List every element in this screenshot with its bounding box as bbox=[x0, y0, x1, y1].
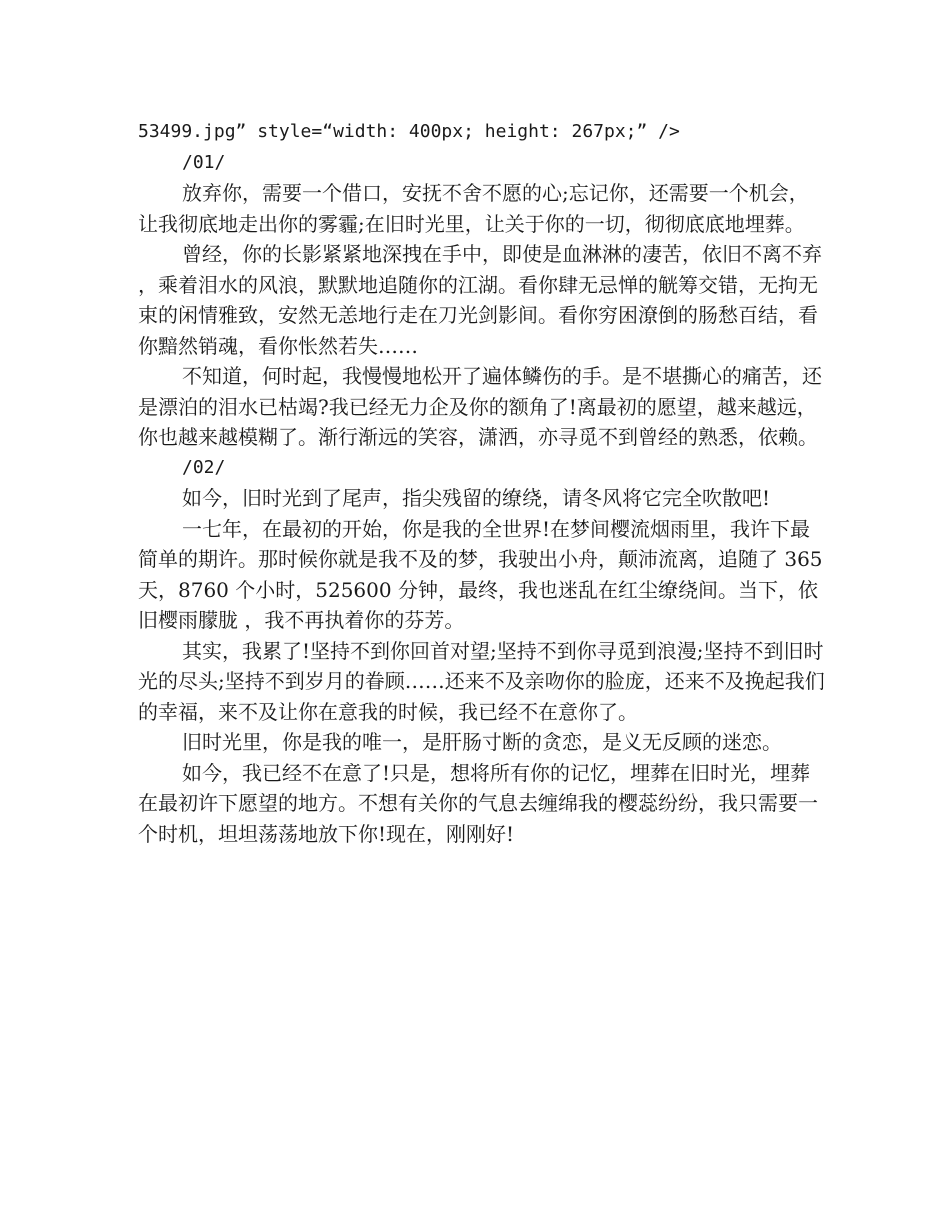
paragraph: 不知道，何时起，我慢慢地松开了遍体鳞伤的手。是不堪撕心的痛苦，还是漂泊的泪水已枯竭?我已经无力企及你的额角了!离最初的愿望，越来越远，你也越来越模糊了。渐行渐远的笑容，潇洒，亦寻觅不到曾经的熟悉，依赖。 bbox=[138, 364, 822, 449]
section-marker-01: /01/ bbox=[182, 151, 226, 173]
paragraph: 放弃你，需要一个借口，安抚不舍不愿的心;忘记你，还需要一个机会，让我彻底地走出你的雾霾;在旧时光里，让关于你的一切，彻彻底底地埋葬。 bbox=[138, 181, 809, 236]
paragraph: 其实，我累了!坚持不到你回首对望;坚持不到你寻觅到浪漫;坚持不到旧时光的尽头;坚持不到岁月的眷顾……还来不及亲吻你的脸庞，还来不及挽起我们的幸福，来不及让你在意我的时候，我已经不在意你了。 bbox=[138, 638, 825, 724]
paragraph: 如今，旧时光到了尾声，指尖残留的缭绕，请冬风将它完全吹散吧! bbox=[182, 486, 771, 510]
article-body bbox=[138, 117, 828, 849]
section-marker-02: /02/ bbox=[182, 456, 226, 478]
image-markup-fragment: 53499.jpg” style=“width: 400px; height: 267px;” /> bbox=[138, 121, 680, 142]
paragraph: 旧时光里，你是我的唯一，是肝肠寸断的贪恋，是义无反顾的迷恋。 bbox=[182, 730, 782, 754]
paragraph: 一七年，在最初的开始，你是我的全世界!在梦间樱流烟雨里，我许下最简单的期许。那时候你就是我不及的梦，我驶出小舟，颠沛流离，追随了 365 天，8760 个小时，525600 分钟，最终，我也迷乱在红尘缭绕间。当下，依旧樱雨朦胧 ，我不再执着你的芬芳。 bbox=[138, 516, 823, 632]
paragraph: 如今，我已经不在意了!只是，想将所有你的记忆，埋葬在旧时光，埋葬在最初许下愿望的地方。不想有关你的气息去缠绵我的樱蕊纷纷，我只需要一个时机，坦坦荡荡地放下你!现在，刚刚好! bbox=[138, 760, 818, 846]
paragraph: 曾经，你的长影紧紧地深拽在手中，即使是血淋淋的凄苦，依旧不离不弃，乘着泪水的风浪，默默地追随你的江湖。看你肆无忌惮的觥筹交错，无拘无束的闲情雅致，安然无恙地行走在刀光剑影间。看你穷困潦倒的肠愁百结，看你黯然销魂，看你怅然若失…… bbox=[138, 242, 822, 358]
